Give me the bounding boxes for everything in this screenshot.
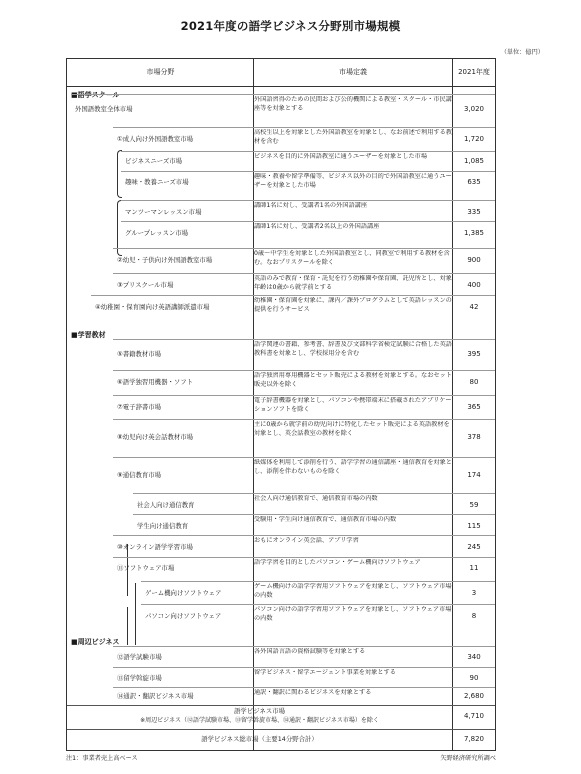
row-definition: 趣味・教養や留学準備等、ビジネス以外の目的で外国語教室に通うユーザーを対象とした市場 <box>254 173 452 189</box>
row-label: ④幼稚園・保育園向け英語講師派遣市場 <box>95 303 210 311</box>
row-value: 2,680 <box>463 692 485 700</box>
row-label: ⑪ソフトウェア市場 <box>117 564 175 572</box>
row-divider <box>113 646 495 647</box>
row-label: ⑥語学独習用機器・ソフト <box>117 378 194 386</box>
row-label: 趣味・教養ニーズ市場 <box>125 178 189 186</box>
row-label: ⑩オンライン語学学習市場 <box>117 543 193 551</box>
row-definition: おもにオンライン英会話、アプリ学習 <box>254 537 359 544</box>
row-label: ⑫語学試験市場 <box>117 653 162 661</box>
summary-divider <box>67 705 495 706</box>
row-label: ビジネスニーズ市場 <box>125 157 183 165</box>
row-definition: 講師1名に対し、受講者1名の外国語講座 <box>254 202 368 209</box>
row-label: ⑧幼児向け英会話教材市場 <box>117 433 194 441</box>
row-label: ⑦電子辞書市場 <box>117 403 162 411</box>
row-value: 42 <box>469 303 479 311</box>
row-value: 8 <box>471 612 477 620</box>
row-label: 外国語教室全体市場 <box>75 105 133 113</box>
row-label: パソコン向けソフトウェア <box>145 612 222 620</box>
row-definition: 社会人向け通信教育で、通信教育市場の内数 <box>254 495 378 502</box>
row-value: 3,020 <box>463 105 485 113</box>
row-divider <box>121 151 495 152</box>
market-size-table <box>66 58 496 751</box>
row-label: ③プリスクール市場 <box>117 281 174 289</box>
row-divider <box>121 200 495 201</box>
row-definition: 0歳〜中学生を対象とした外国語教室とし、同教室で利用する教材を含む。なおプリスクールを除く <box>254 250 450 266</box>
row-label: グループレッスン市場 <box>125 229 189 237</box>
unit-note: （単位：億円） <box>500 49 544 56</box>
row-divider <box>113 419 495 420</box>
row-definition: 外国語習得のための民間および公的機関による教室・スクール・市民講座等を対象とする <box>254 96 452 112</box>
row-value: 635 <box>467 178 481 186</box>
row-value: 245 <box>467 543 481 551</box>
summary-total-value: 7,820 <box>463 735 485 743</box>
row-definition: 幼稚園・保育園を対象に、課内／課外プログラムとして英語レッスンの提供を行うサービス <box>254 297 452 313</box>
row-label: ⑬留学斡旋市場 <box>117 674 162 682</box>
row-value: 80 <box>469 378 479 386</box>
row-value: 59 <box>469 501 479 509</box>
row-divider <box>113 557 495 558</box>
row-definition: ビジネスを目的に外国語教室に通うユーザーを対象とした市場 <box>254 153 428 160</box>
header-definition: 市場定義 <box>339 68 367 76</box>
row-label: ゲーム機向けソフトウェア <box>145 589 222 597</box>
row-definition: ゲーム機向けの語学学習用ソフトウェアを対象とし、ソフトウェア市場の内数 <box>254 583 452 599</box>
row-label: マンツーマンレッスン市場 <box>125 208 202 216</box>
row-divider <box>71 94 495 95</box>
row-label: ①成人向け外国語教室市場 <box>117 135 194 143</box>
row-definition: 電子辞書機器を対象とし、パソコンや携帯端末に搭載されたアプリケーションソフトを除く <box>254 397 452 413</box>
row-divider <box>121 221 495 222</box>
row-divider <box>113 370 495 371</box>
row-definition: 主に0歳から就学前の幼児向けに特化したセット販売による英語教材を対象とし、英会話教室の教材を除く <box>254 421 450 437</box>
table-header <box>67 59 495 87</box>
row-value: 340 <box>467 653 481 661</box>
row-value: 115 <box>467 522 481 530</box>
row-divider <box>113 127 495 128</box>
row-divider <box>133 514 495 515</box>
footer-note: 注1：事業者売上高ベース <box>66 755 138 762</box>
row-divider <box>113 667 495 668</box>
row-label: ⑨通信教育市場 <box>117 471 162 479</box>
row-value: 335 <box>467 208 481 216</box>
row-definition: 各外国語言語の資格試験等を対象とする <box>254 648 366 655</box>
row-divider <box>91 295 495 296</box>
row-definition: 語学学習を目的としたパソコン・ゲーム機向けソフトウェア <box>254 559 421 566</box>
summary-business-note: ※周辺ビジネス（⑫語学試験市場、⑬留学斡旋市場、⑭通訳・翻訳ビジネス市場）を除く <box>140 717 379 724</box>
row-definition: パソコン向けの語学学習用ソフトウェアを対象とし、ソフトウェア市場の内数 <box>254 606 452 622</box>
row-value: 11 <box>469 564 479 572</box>
row-value: 1,720 <box>463 135 485 143</box>
row-value: 365 <box>467 403 481 411</box>
row-definition: 高校生以上を対象とした外国語教室を対象とし、なお前述で利用する教材を含む <box>254 129 452 145</box>
row-label: ⑤書籍教材市場 <box>117 350 162 358</box>
row-definition: 通訳・翻訳に関わるビジネスを対象とする <box>254 689 372 696</box>
row-value: 3 <box>471 589 477 597</box>
row-label: 学生向け通信教育 <box>137 522 189 530</box>
summary-total-label: 語学ビジネス総市場（主要14分野合計） <box>201 735 318 743</box>
header-segment: 市場分野 <box>146 68 175 76</box>
subgroup-brace <box>117 150 122 198</box>
row-definition: 英語のみで教育・保育・託児を行う幼稚園や保育園、託児所とし、対象年齢は0歳から就学前とする <box>254 275 452 291</box>
row-value: 900 <box>467 256 481 264</box>
section-related-business: ■周辺ビジネス <box>71 638 120 646</box>
row-divider <box>113 395 495 396</box>
summary-business-value: 4,710 <box>463 712 485 720</box>
section-learning-materials: ■学習教材 <box>71 331 106 339</box>
row-divider <box>141 581 495 582</box>
row-divider <box>113 273 495 274</box>
row-value: 400 <box>467 281 481 289</box>
row-definition: 語学関連の書籍、参考書、辞書及び文部科学省検定試験に合格した英語教科書を対象とし、学校採用分を含む <box>254 341 452 357</box>
row-definition: 紙媒体を利用して添削を行う、語学学習の通信講座・通信教育を対象とし、添削を伴わないものを除く <box>254 459 452 475</box>
summary-divider <box>67 729 495 730</box>
row-value: 1,385 <box>463 229 485 237</box>
row-value: 395 <box>467 350 481 358</box>
row-divider <box>121 171 495 172</box>
subgroup-bar <box>135 583 136 645</box>
summary-business-label: 語学ビジネス市場 <box>234 707 285 715</box>
row-value: 90 <box>469 674 479 682</box>
row-label: ②幼児・子供向け外国語教室市場 <box>117 256 213 264</box>
row-divider <box>113 535 495 536</box>
row-definition: 受験用・学生向け通信教育で、通信教育市場の内数 <box>254 516 397 523</box>
row-label: 社会人向け通信教育 <box>137 501 195 509</box>
row-divider <box>113 687 495 688</box>
section-language-school: ■語学スクール <box>71 91 120 99</box>
page-title: 2021年度の語学ビジネス分野別市場規模 <box>180 19 401 33</box>
row-value: 1,085 <box>463 157 485 165</box>
row-divider <box>113 339 495 340</box>
row-divider <box>113 457 495 458</box>
row-definition: 講師1名に対し、受講者2名以上の外国語講座 <box>254 223 380 230</box>
subgroup-bar <box>127 607 128 645</box>
row-label: ⑭通訳・翻訳ビジネス市場 <box>117 692 194 700</box>
row-value: 378 <box>467 433 481 441</box>
row-divider <box>133 493 495 494</box>
row-divider <box>113 248 495 249</box>
header-year: 2021年度 <box>458 68 490 76</box>
row-divider <box>141 604 495 605</box>
row-definition: 語学独習用専用機器とセット販売による教材を対象とする。なおセット販売以外を除く <box>254 372 452 388</box>
row-value: 174 <box>467 471 481 479</box>
row-definition: 留学ビジネス・留学エージェント事業を対象とする <box>254 669 396 676</box>
footer-source: 矢野経済研究所調べ <box>440 755 496 762</box>
